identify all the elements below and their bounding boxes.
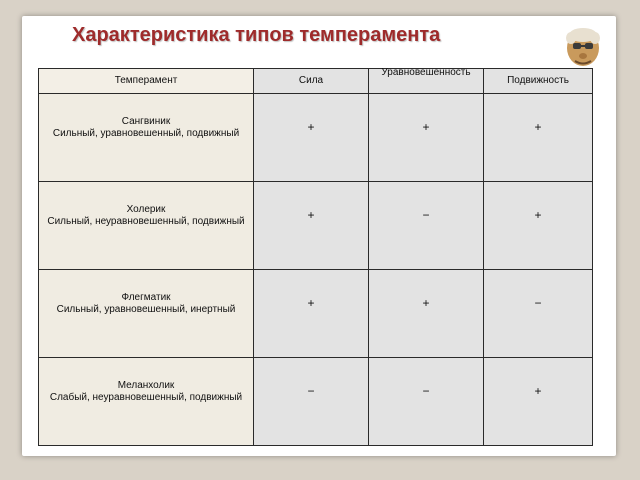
temperament-table	[38, 68, 593, 446]
temperament-name: Сангвиник	[121, 115, 171, 127]
temperament-name: Холерик	[126, 203, 166, 215]
header-balance: Уравновешенность	[369, 69, 484, 94]
slide-title: Характеристика типов темперамента	[72, 24, 441, 46]
temperament-cell	[39, 182, 254, 270]
header-temperament: Темперамент	[39, 69, 254, 94]
temperament-name: Флегматик	[121, 291, 171, 303]
balance-cell: +	[369, 94, 484, 182]
table-row	[39, 270, 593, 358]
temperament-cell	[39, 358, 254, 446]
temperament-desc: Слабый, неуравновешенный, подвижный	[49, 391, 243, 403]
header-mobility: Подвижность	[484, 69, 593, 94]
balance-cell: −	[369, 182, 484, 270]
table-row	[39, 182, 593, 270]
temperament-desc: Сильный, уравновешенный, инертный	[56, 303, 236, 315]
strength-cell: +	[254, 182, 369, 270]
balance-cell: −	[369, 358, 484, 446]
table-row	[39, 358, 593, 446]
temperament-cell	[39, 94, 254, 182]
strength-cell: +	[254, 94, 369, 182]
mobility-cell: −	[484, 270, 593, 358]
slide	[22, 16, 616, 456]
strength-cell: +	[254, 270, 369, 358]
balance-cell: +	[369, 270, 484, 358]
temperament-cell	[39, 270, 254, 358]
mobility-cell: +	[484, 182, 593, 270]
table-row	[39, 94, 593, 182]
header-strength: Сила	[254, 69, 369, 94]
temperament-name: Меланхолик	[117, 379, 175, 391]
mascot-icon	[562, 24, 604, 70]
mobility-cell: +	[484, 358, 593, 446]
temperament-desc: Сильный, уравновешенный, подвижный	[52, 127, 240, 139]
temperament-desc: Сильный, неуравновешенный, подвижный	[47, 215, 245, 227]
table-header-row	[39, 69, 593, 94]
mobility-cell: +	[484, 94, 593, 182]
strength-cell: −	[254, 358, 369, 446]
